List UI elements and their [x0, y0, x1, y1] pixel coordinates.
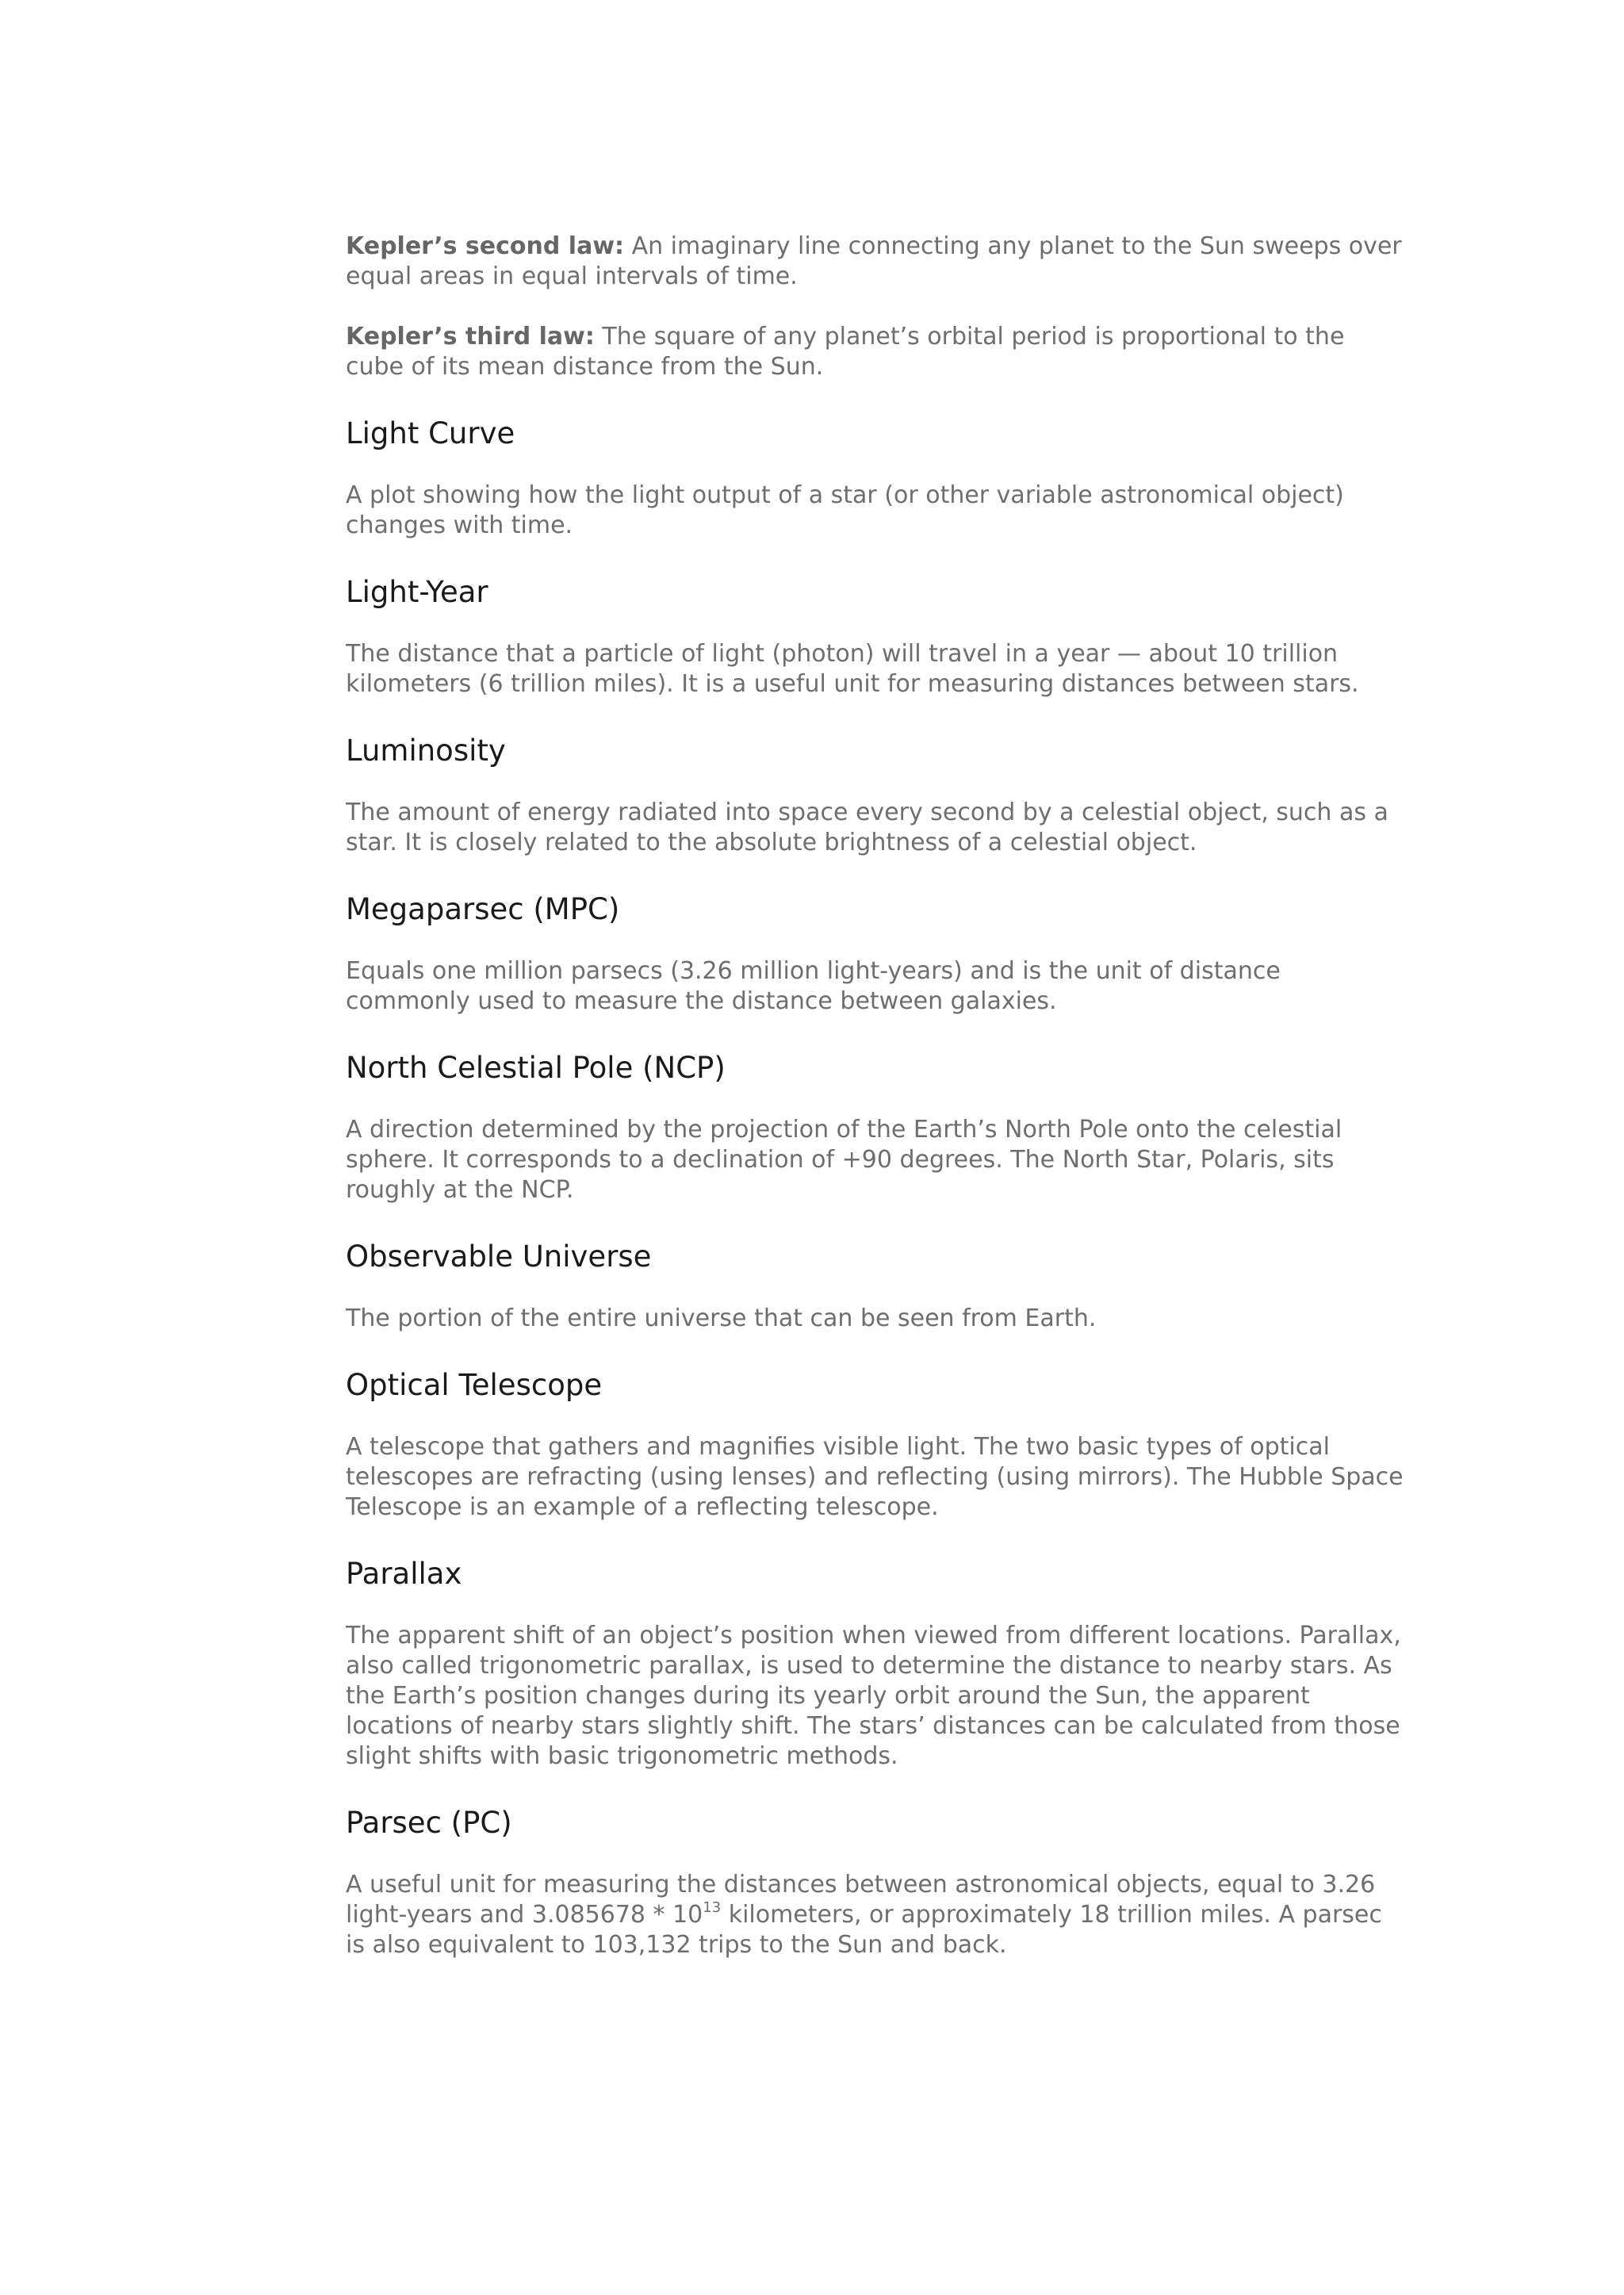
kepler-second-law — [346, 232, 1408, 292]
term-title: North Celestial Pole (NCP) — [346, 1051, 726, 1085]
term-definition: A direction determined by the projection of the Earth’s North Pole onto the celestial sphere. It corresponds to a declination of +90 degrees. The North Star, Polaris, sits roughly at the NCP. — [346, 1116, 1342, 1204]
kepler-third-law — [346, 322, 1408, 382]
term-definition: The distance that a particle of light (photon) will travel in a year — about 10 trillion kilometers (6 trillion miles). It is a useful unit for measuring distances between stars. — [346, 640, 1359, 698]
term-definition: Equals one million parsecs (3.26 million light-years) and is the unit of distance commonly used to measure the distance between galaxies. — [346, 957, 1281, 1015]
term-definition: The portion of the entire universe that can be seen from Earth. — [346, 1305, 1097, 1332]
term-definition: A telescope that gathers and magnifies visible light. The two basic types of optical telescopes are refracting (using lenses) and reflecting (using mirrors). The Hubble Space Telescope is an example of a reflecting telescope. — [346, 1433, 1404, 1521]
term-title: Optical Telescope — [346, 1368, 603, 1402]
glossary-entry-megaparsec — [346, 858, 1408, 1017]
term-title: Parallax — [346, 1557, 462, 1591]
definition-text: kilometers, or approximately 18 trillion miles. A parsec is also equivalent to 103,132 trips to the Sun and back. — [346, 1901, 1382, 1959]
glossary-entry-luminosity — [346, 699, 1408, 858]
term-title: Luminosity — [346, 734, 506, 768]
law-label: Kepler’s third law: — [346, 323, 595, 351]
exponent-superscript: 13 — [703, 1899, 722, 1916]
glossary-entry-light-curve — [346, 382, 1408, 541]
term-title: Parsec (PC) — [346, 1806, 512, 1840]
definition-text: A useful unit for measuring the distances between astronomical objects, equal to 3.26 light-years and 3.085678 * 10 — [346, 1871, 1376, 1929]
term-definition: The amount of energy radiated into space every second by a celestial object, such as a star. It is closely related to the absolute brightness of a celestial object. — [346, 799, 1388, 856]
term-definition: A plot showing how the light output of a star (or other variable astronomical object) changes with time. — [346, 481, 1344, 539]
glossary-entry-parallax — [346, 1523, 1408, 1772]
glossary-entry-parsec — [346, 1772, 1408, 1960]
glossary-entry-light-year — [346, 541, 1408, 699]
glossary-page — [346, 232, 1408, 1960]
term-definition — [346, 1870, 1408, 1960]
term-title: Megaparsec (MPC) — [346, 892, 620, 926]
law-text: The square of any planet’s orbital period is proportional to the cube of its mean distance from the Sun. — [346, 323, 1345, 381]
glossary-entry-optical-telescope — [346, 1334, 1408, 1523]
term-title: Observable Universe — [346, 1239, 652, 1274]
term-definition: The apparent shift of an object’s position when viewed from different locations. Parallax, also called trigonometric parallax, is used to determine the distance to nearby stars. As the Earth’s position changes during its yearly orbit around the Sun, the apparent locations of nearby stars slightly shift. The stars’ distances can be calculated from those slight shifts with basic trigonometric methods. — [346, 1622, 1401, 1770]
term-title: Light-Year — [346, 575, 488, 609]
law-text: An imaginary line connecting any planet to the Sun sweeps over equal areas in equal intervals of time. — [346, 232, 1402, 290]
glossary-entry-observable-universe — [346, 1205, 1408, 1334]
law-label: Kepler’s second law: — [346, 232, 625, 260]
glossary-entry-north-celestial-pole — [346, 1017, 1408, 1205]
term-title: Light Curve — [346, 416, 515, 450]
